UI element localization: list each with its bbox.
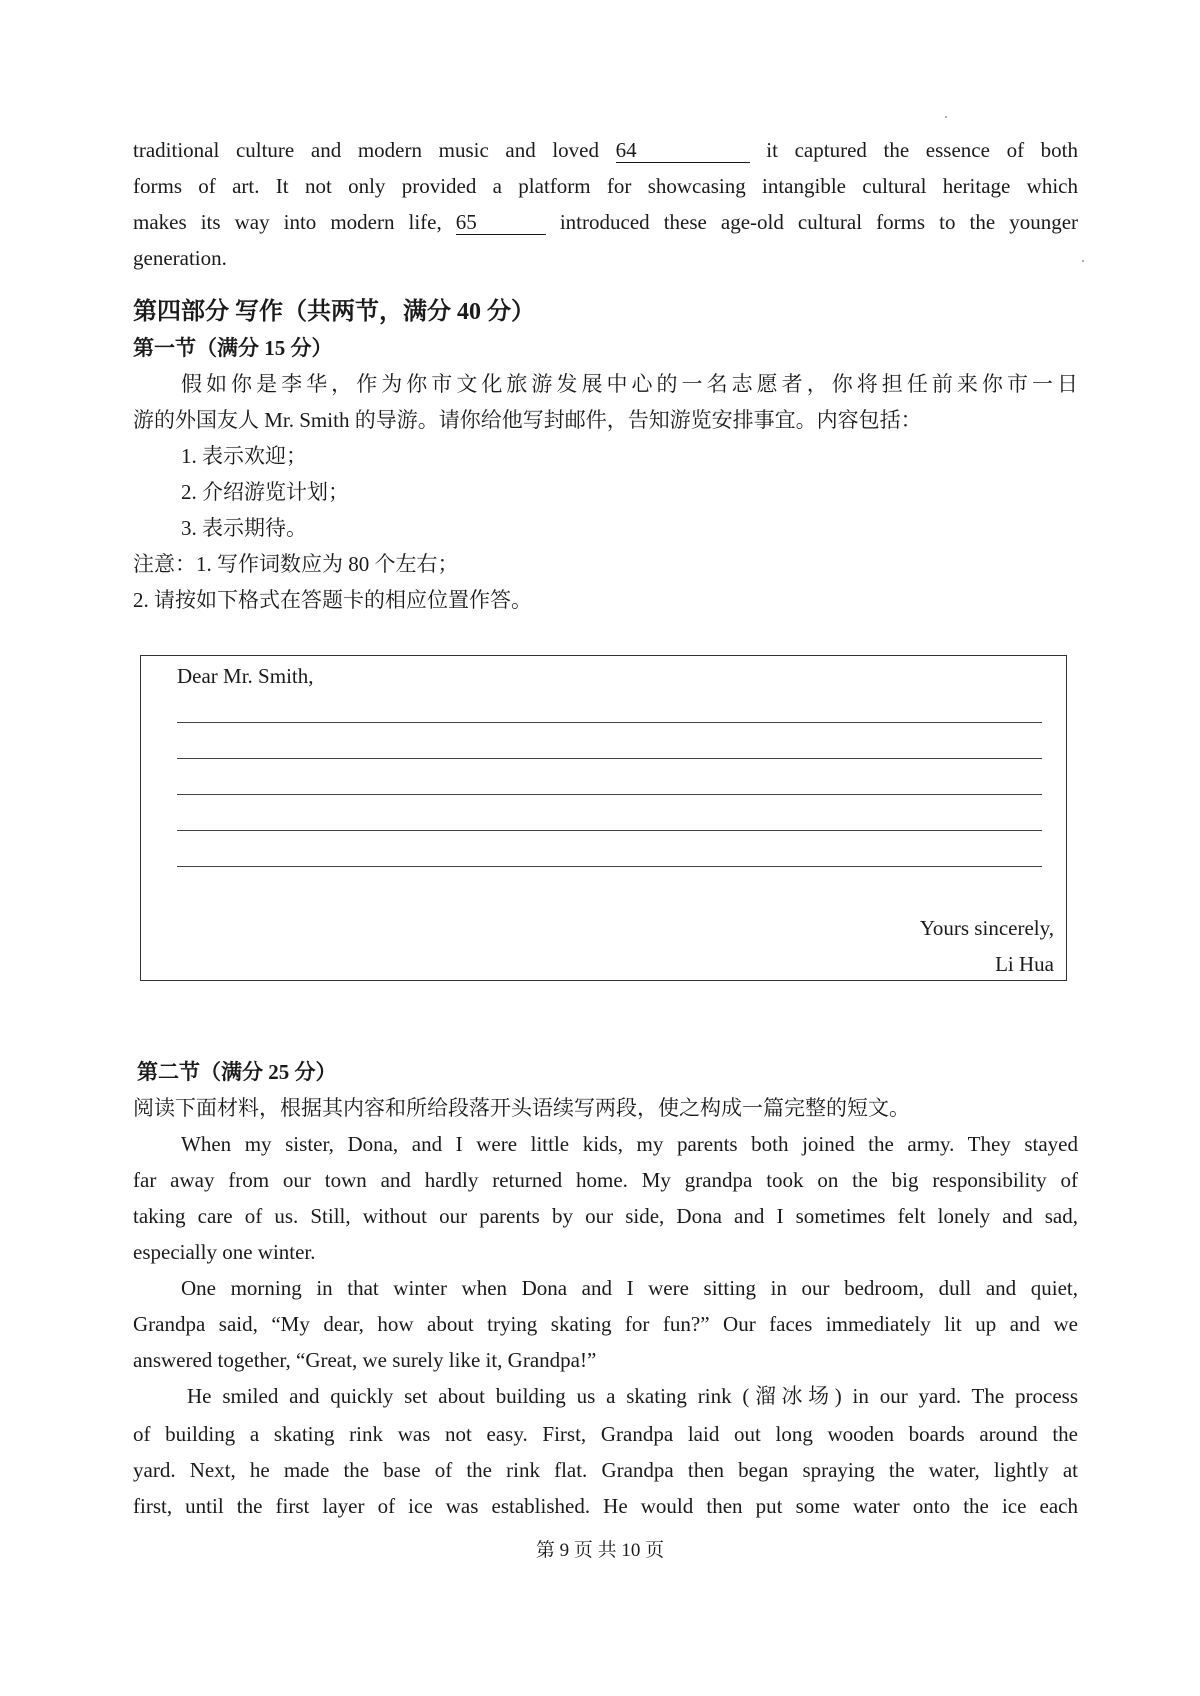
note-2: 2. 请按如下格式在答题卡的相应位置作答。 <box>133 588 532 612</box>
paragraph1-line-3 <box>133 1202 1078 1230</box>
blank-number: 65 <box>455 210 477 234</box>
passage-text: makes its way into modern life, <box>133 210 442 234</box>
prompt-line-2: 游的外国友人 Mr. Smith 的导游。请你给他写封邮件，告知游览安排事宜。内容包括： <box>133 408 922 432</box>
section2-title: 第二节（满分 25 分） <box>137 1060 337 1084</box>
paragraph3-line-4 <box>133 1492 1078 1520</box>
part4-title: 第四部分 写作（共两节，满分 40 分） <box>133 299 535 325</box>
paragraph2-line-1 <box>133 1274 1078 1302</box>
paragraph3-line-1 <box>133 1382 1078 1410</box>
paragraph3-line-3 <box>133 1456 1078 1484</box>
letter-signature: Li Hua <box>995 952 1054 976</box>
requirement-item-2: 2. 介绍游览计划； <box>181 480 349 504</box>
note-1: 注意：1. 写作词数应为 80 个左右； <box>133 552 459 576</box>
paragraph1-line-2 <box>133 1166 1078 1194</box>
paragraph1-line-1 <box>133 1130 1078 1158</box>
passage-text: forms of art. It not only provided a platform for showcasing intangible cultural heritage which <box>133 174 1078 198</box>
paragraph-text: far away from our town and hardly returned home. My grandpa took on the big responsibility of <box>133 1168 1078 1192</box>
writing-line <box>177 866 1042 867</box>
writing-line <box>177 794 1042 795</box>
passage-line-2 <box>133 172 1078 200</box>
passage-line-1 <box>133 136 1078 164</box>
scan-mark <box>1082 260 1084 262</box>
passage-text: it captured the essence of both <box>766 138 1079 162</box>
writing-line <box>177 830 1042 831</box>
paragraph2-line-3 <box>133 1346 1078 1374</box>
paragraph-text: One morning in that winter when Dona and I were sitting in our bedroom, dull and quiet, <box>181 1276 1078 1300</box>
blank-65 <box>456 210 546 235</box>
paragraph-text: yard. Next, he made the base of the rink flat. Grandpa then began spraying the water, lightly at <box>133 1458 1078 1482</box>
paragraph-text: first, until the first layer of ice was established. He would then put some water onto the ice each <box>133 1494 1078 1518</box>
writing-line <box>177 758 1042 759</box>
letter-answer-box <box>140 655 1067 981</box>
passage-text: generation. <box>133 246 227 270</box>
paragraph1-line-4 <box>133 1238 1078 1266</box>
passage-text: traditional culture and modern music and loved <box>133 138 600 162</box>
paragraph3-line-2 <box>133 1420 1078 1448</box>
paragraph-text: especially one winter. <box>133 1240 316 1264</box>
scan-mark <box>945 116 947 118</box>
passage-text: introduced these age-old cultural forms to the younger <box>559 210 1079 234</box>
requirement-item-3: 3. 表示期待。 <box>181 516 307 540</box>
letter-closing: Yours sincerely, <box>919 916 1054 940</box>
section1-title: 第一节（满分 15 分） <box>133 336 333 360</box>
paragraph2-line-2 <box>133 1310 1078 1338</box>
blank-number: 64 <box>615 138 637 162</box>
passage-line-3 <box>133 208 1078 236</box>
paragraph-text: of building a skating rink was not easy. First, Grandpa laid out long wooden boards around the <box>133 1422 1078 1446</box>
paragraph-text: He smiled and quickly set about building us a skating rink (溜冰场) in our yard. The process <box>187 1384 1078 1408</box>
page-number: 第 9 页 共 10 页 <box>535 1540 665 1561</box>
prompt-line-1 <box>133 370 1078 398</box>
writing-line <box>177 722 1042 723</box>
prompt-text: 假如你是李华，作为你市文化旅游发展中心的一名志愿者，你将担任前来你市一日 <box>181 372 1078 396</box>
paragraph-text: When my sister, Dona, and I were little kids, my parents both joined the army. They stayed <box>181 1132 1078 1156</box>
letter-greeting: Dear Mr. Smith, <box>177 664 314 688</box>
blank-64 <box>616 138 750 163</box>
requirement-item-1: 1. 表示欢迎； <box>181 444 307 468</box>
paragraph-text: taking care of us. Still, without our parents by our side, Dona and I sometimes felt lonely and sad, <box>133 1204 1078 1228</box>
paragraph-text: answered together, “Great, we surely like it, Grandpa!” <box>133 1348 597 1372</box>
passage-line-4 <box>133 244 1078 272</box>
paragraph-text: Grandpa said, “My dear, how about trying skating for fun?” Our faces immediately lit up and we <box>133 1312 1078 1336</box>
section2-instruction: 阅读下面材料，根据其内容和所给段落开头语续写两段，使之构成一篇完整的短文。 <box>133 1096 910 1120</box>
